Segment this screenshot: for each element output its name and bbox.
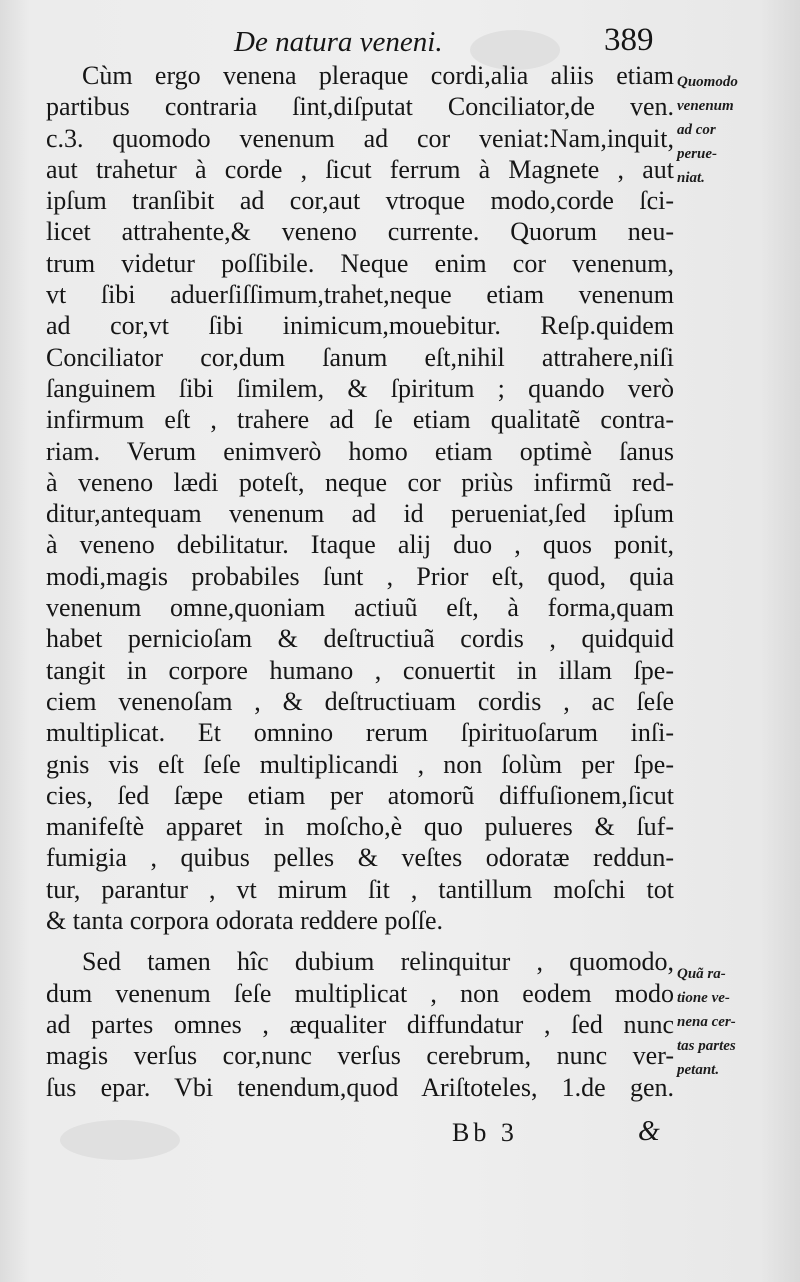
text-line: Cùm ergo venena pleraque cordi,alia aliis etiam (82, 61, 674, 90)
text-line: ad partes omnes , æqualiter diffundatur , ſed nunc (46, 1009, 674, 1039)
text-line: ſus epar. Vbi tenendum,quod Ariſtoteles, 1.de gen. (46, 1072, 674, 1102)
text-line: vt ſibi aduerſiſſimum,trahet,neque etiam venenum (46, 280, 674, 310)
margin-note-line: petant. (677, 1062, 720, 1078)
running-head (0, 22, 800, 62)
text-line: ſanguinem ſibi ſimilem, & ſpiritum ; quando verò (46, 373, 674, 403)
text-line: gnis vis eſt ſeſe multiplicandi , non ſolùm per ſpe- (46, 749, 674, 779)
text-line: tangit in corpore humano , conuertit in illam ſpe- (46, 655, 674, 685)
body-text (46, 60, 674, 1103)
text-line: Sed tamen hîc dubium relinquitur , quomodo, (82, 947, 674, 977)
text-line: trum videtur poſſibile. Neque enim cor venenum, (46, 248, 674, 278)
text-line: c.3. quomodo venenum ad cor veniat:Nam,inquit, (46, 123, 674, 153)
margin-note-line: tas partes (677, 1038, 736, 1054)
text-line: cies, ſed ſæpe etiam per atomorũ diffuſionem,ſicut (46, 780, 674, 810)
text-line: à veneno lædi poteſt, neque cor priùs infirmũ red- (46, 467, 674, 497)
text-line: ditur,antequam venenum ad id perueniat,ſed ipſum (46, 499, 674, 529)
text-line: habet pernicioſam & deſtructiuã cordis , quidquid (46, 624, 674, 654)
margin-note (677, 962, 793, 1082)
margin-note-line: tione ve- (677, 990, 730, 1006)
margin-note-line: nena cer- (677, 1014, 736, 1030)
text-line: à veneno debilitatur. Itaque alij duo , quos ponit, (46, 530, 674, 560)
text-line: licet attrahente,& veneno currente. Quorum neu- (46, 217, 674, 247)
text-line: ipſum tranſibit ad cor,aut vtroque modo,corde ſci- (46, 186, 674, 216)
text-line: tur, parantur , vt mirum ſit , tantillum moſchi tot (46, 874, 674, 904)
text-line: manifeſtè apparet in moſcho,è quo pulueres & ſuf- (46, 812, 674, 842)
text-line: & tanta corpora odorata reddere poſſe. (46, 906, 444, 936)
text-line: modi,magis probabiles ſunt , Prior eſt, quod, quia (46, 561, 674, 591)
text-line: partibus contraria ſint,diſputat Conciliator,de ven. (46, 92, 674, 122)
signature-mark: Bb 3 (452, 1118, 518, 1147)
margin-note-line: ad cor (677, 122, 716, 138)
margin-note-line: perue- (677, 146, 717, 162)
text-line: fumigia , quibus pelles & veſtes odoratæ reddun- (46, 843, 674, 873)
margin-note (677, 70, 793, 190)
text-line: ciem venenoſam , & deſtructiuam cordis , ac ſeſe (46, 686, 674, 716)
text-line: infirmum eſt , trahere ad ſe etiam qualitatẽ contra- (46, 405, 674, 435)
text-line: aut trahetur à corde , ſicut ferrum à Magnete , aut (46, 154, 674, 184)
margin-note-line: venenum (677, 98, 734, 114)
text-line: riam. Verum enimverò homo etiam optimè ſanus (46, 436, 674, 466)
text-line: Conciliator cor,dum ſanum eſt,nihil attrahere,niſi (46, 342, 674, 372)
margin-note-line: niat. (677, 170, 705, 186)
margin-note-line: Quã ra- (677, 966, 726, 982)
text-line: venenum omne,quoniam actiuũ eſt, à forma,quam (46, 593, 674, 623)
running-title: De natura veneni. (234, 26, 443, 58)
page-number: 389 (604, 22, 654, 58)
paper-stain (60, 1120, 180, 1160)
text-line: magis verſus cor,nunc verſus cerebrum, nunc ver- (46, 1041, 674, 1071)
text-line: multiplicat. Et omnino rerum ſpirituoſarum inſi- (46, 718, 674, 748)
margin-note-line: Quomodo (677, 74, 738, 90)
text-line: dum venenum ſeſe multiplicat , non eodem modo (46, 978, 674, 1008)
paragraph-gap (46, 936, 674, 946)
text-line: ad cor,vt ſibi inimicum,mouebitur. Reſp.quidem (46, 311, 674, 341)
catchword: & (638, 1116, 660, 1147)
